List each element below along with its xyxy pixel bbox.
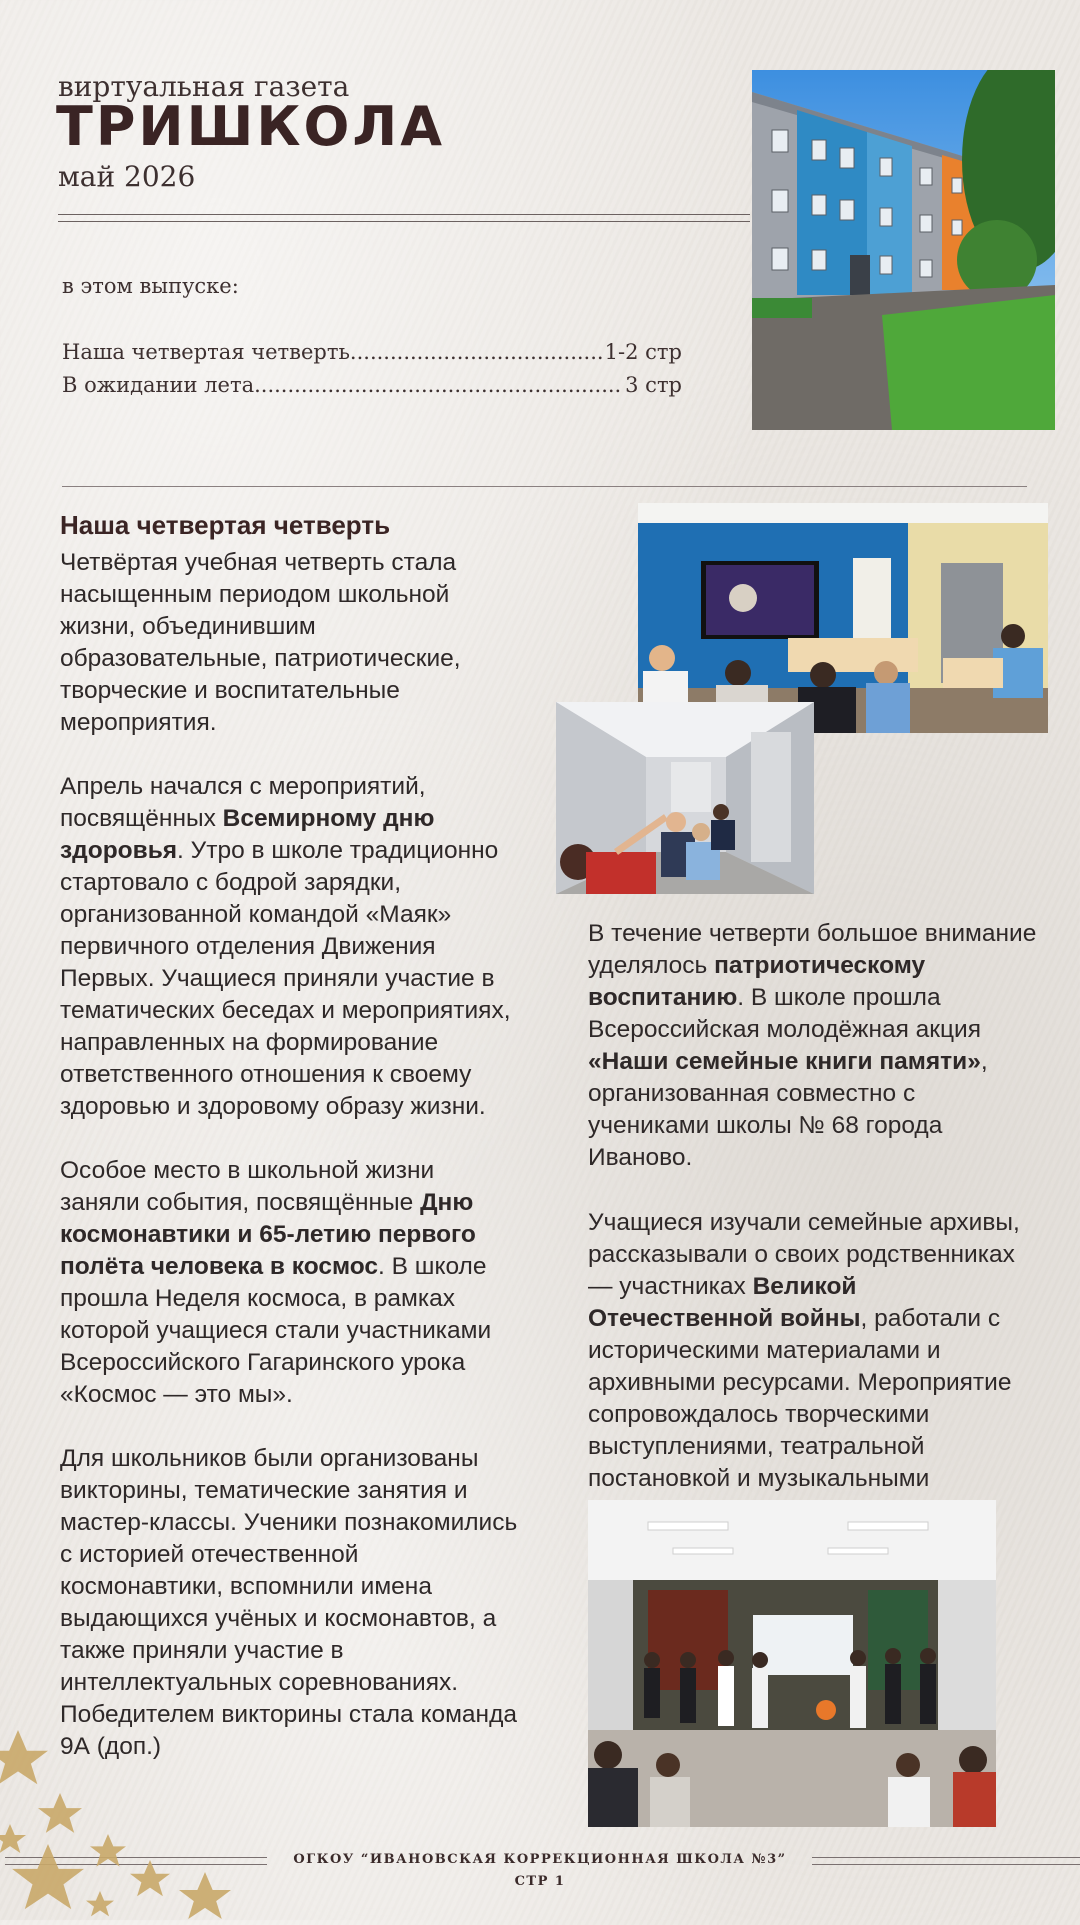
section-divider	[62, 486, 1027, 487]
table-of-contents	[62, 336, 682, 402]
star-icon	[0, 1824, 26, 1853]
toc-item[interactable]	[62, 336, 682, 369]
classroom-photo	[638, 503, 1048, 733]
toc-item-pages: 3 стр	[625, 373, 682, 397]
toc-leader-dots	[350, 336, 603, 369]
paragraph-text: . В школе прошла Всероссийская молодёжная акция	[588, 984, 982, 1043]
toc-item-pages: 1-2 стр	[604, 340, 682, 364]
article-left-column	[60, 547, 520, 1795]
emphasized-text: патриотическому воспитанию	[588, 952, 926, 1011]
issue-date: май 2026	[58, 160, 196, 193]
article-paragraph	[60, 547, 520, 739]
article-paragraph	[588, 918, 1038, 1174]
decorative-stars	[0, 1730, 300, 1920]
star-icon	[90, 1834, 126, 1867]
paragraph-text: Учащиеся изучали семейные архивы, рассказывали о своих родственниках — участниках	[588, 1209, 1020, 1300]
article-paragraph	[588, 1207, 1038, 1527]
paragraph-text: , работали с историческими материалами и архивными ресурсами. Мероприятие сопровождалось творческими выступлениями, театральной постановкой и музыкальными	[588, 1305, 1012, 1492]
header-divider-top	[58, 214, 750, 215]
paragraph-text: Апрель начался с мероприятий, посвящённых	[60, 773, 426, 832]
star-icon	[38, 1793, 82, 1833]
paragraph-text: В течение четверти большое внимание уделялось	[588, 920, 1037, 979]
school-building-photo	[752, 70, 1055, 430]
newspaper-title: ТРИШКОЛА	[56, 95, 446, 158]
star-icon	[86, 1891, 114, 1916]
article-paragraph	[60, 771, 520, 1123]
emphasized-text: Великой Отечественной войны	[588, 1273, 861, 1332]
emphasized-text: Дню космонавтики и 65-летию первого полёта человека в космос	[60, 1189, 476, 1280]
corridor-exercise-photo	[556, 702, 814, 894]
article-title: Наша четвертая четверть	[60, 510, 391, 540]
paragraph-text: Для школьников были организованы викторины, тематические занятия и мастер-классы. Ученики познакомились с историей отечественной космонавтики, вспомнили имена выдающихся учёных и космонавтов, а также приняли участие в интеллектуальных соревнованиях. Победителем викторины стала команда 9А (доп.)	[60, 1445, 518, 1760]
newspaper-kicker: виртуальная газета	[58, 70, 350, 103]
paragraph-text: . Утро в школе традиционно стартовало с бодрой зарядки, организованной командой «Маяк» первичного отделения Движения Первых. Учащиеся приняли участие в тематических беседах и мероприятиях, направленных на формирование ответственного отношения к своему здоровью и здоровому образу жизни.	[60, 837, 511, 1120]
article-right-column-top	[588, 918, 1038, 1206]
star-icon	[130, 1860, 170, 1896]
toc-leader-dots	[254, 369, 623, 402]
star-icon	[0, 1730, 48, 1784]
star-icon	[12, 1844, 84, 1909]
toc-item-title: В ожидании лета	[62, 373, 255, 397]
star-icon	[179, 1872, 231, 1919]
paragraph-text: Особое место в школьной жизни заняли события, посвящённые	[60, 1157, 435, 1216]
toc-heading: в этом выпуске:	[62, 274, 239, 298]
toc-item[interactable]	[62, 369, 682, 402]
paragraph-text: Четвёртая учебная четверть стала насыщенным периодом школьной жизни, объединившим образовательные, патриотические, творческие и воспитательные мероприятия.	[60, 549, 461, 736]
article-paragraph	[60, 1155, 520, 1411]
paragraph-text: , организованная совместно с учениками школы № 68 города Иваново.	[588, 1048, 988, 1171]
memory-books-event-photo	[588, 1500, 996, 1827]
paragraph-text: . В школе прошла Неделя космоса, в рамках которой учащиеся стали участниками Всероссийского Гагаринского урока «Космос — это мы».	[60, 1253, 492, 1408]
article-paragraph	[60, 1443, 520, 1763]
toc-item-title: Наша четвертая четверть	[62, 340, 350, 364]
footer-school-name: ОГКОУ “ИВАНОВСКАЯ КОРРЕКЦИОННАЯ ШКОЛА №3”	[293, 1852, 787, 1867]
emphasized-text: Всемирному дню здоровья	[60, 805, 435, 864]
footer-page-number: СТР 1	[514, 1874, 566, 1889]
header-divider-bottom	[58, 221, 750, 222]
emphasized-text: «Наши семейные книги памяти»	[588, 1048, 981, 1075]
